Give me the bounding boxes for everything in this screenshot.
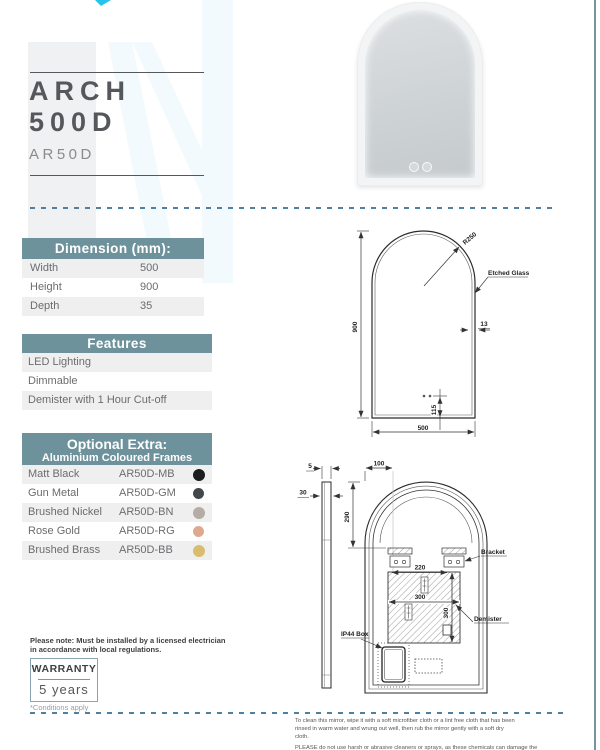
list-item	[22, 391, 212, 410]
product-title	[29, 76, 131, 138]
care-instructions	[295, 717, 573, 742]
finish-code: AR50D-BN	[119, 506, 174, 518]
install-note	[30, 636, 226, 654]
care-line2: rinsed in warm water and wrung out well, then rub the mirror gently with a soft dry	[295, 726, 504, 733]
page-right-border	[594, 0, 596, 750]
care-line3: cloth.	[295, 734, 309, 741]
finish-label: Brushed Brass	[28, 544, 101, 556]
sensor-dot-icon	[429, 395, 432, 398]
care-line1: To clean this mirror, wipe it with a soft microfiber cloth or a lint free cloth that has been	[295, 718, 515, 724]
optional-extras-header	[22, 433, 212, 465]
title-rule-bottom	[30, 175, 204, 176]
warranty-value: 5 years	[39, 682, 89, 697]
bracket-right	[442, 548, 466, 567]
dim-height: 900	[352, 321, 359, 333]
dimension-value: 500	[140, 262, 159, 274]
finish-label: Matt Black	[28, 468, 80, 480]
side-profile	[322, 482, 331, 688]
dim-pad-span: 300	[414, 594, 426, 601]
table-row	[22, 465, 212, 484]
dim-pad-width: 220	[414, 564, 426, 572]
mirror-outline	[372, 231, 475, 418]
dimension-label: Depth	[30, 300, 60, 312]
dim-depth: 30	[299, 489, 307, 497]
list-item	[22, 372, 212, 391]
finish-swatch	[193, 488, 204, 499]
warranty-title: WARRANTY	[31, 663, 97, 675]
logo-cyan-wedge-icon	[95, 0, 111, 6]
pad-callout	[405, 604, 412, 620]
junction-box	[415, 659, 442, 673]
sensor-dot-icon	[423, 395, 426, 398]
dim-glass: 5	[308, 463, 312, 470]
feature-item: LED Lighting	[28, 356, 91, 368]
table-row	[22, 278, 204, 297]
dim-sensor-offset: 115	[431, 404, 438, 416]
product-title-line1: ARCH	[29, 76, 131, 106]
dimension-value: 35	[140, 300, 153, 312]
optional-extras-title: Optional Extra:	[66, 436, 168, 452]
feature-item: Demister with 1 Hour Cut-off	[28, 394, 167, 406]
install-note-line2: in accordance with local regulations.	[30, 645, 162, 654]
etched-line	[375, 234, 472, 415]
touch-sensor-icon	[422, 162, 432, 172]
finish-label: Rose Gold	[28, 525, 80, 537]
etched-glass-label: Etched Glass	[488, 270, 530, 277]
optional-extras-subtitle: Aluminium Coloured Frames	[41, 452, 193, 464]
dim-width: 500	[417, 425, 429, 432]
pad-callout	[421, 577, 428, 593]
demister-label: Demister	[474, 616, 502, 623]
touch-sensor-icon	[409, 162, 419, 172]
dimension-value: 900	[140, 281, 159, 293]
separator-dashed-top	[30, 207, 557, 209]
front-elevation-drawing	[338, 226, 550, 444]
conditions-note: *Conditions apply	[30, 703, 89, 712]
rear-elevation-drawing	[293, 455, 593, 713]
ip44-label: IP44 Box	[341, 631, 369, 638]
install-note-line1: Please note: Must be installed by a licensed electrician	[30, 636, 226, 645]
finish-swatch	[193, 545, 205, 557]
table-row	[22, 297, 204, 316]
table-row	[22, 541, 212, 560]
dim-top-offset: 100	[373, 460, 385, 468]
features-header: Features	[22, 334, 212, 353]
finish-label: Gun Metal	[28, 487, 79, 499]
dim-bracket-drop: 290	[344, 511, 351, 523]
mirror-glass	[365, 10, 475, 178]
finish-code: AR50D-MB	[119, 468, 175, 480]
finish-code: AR50D-GM	[119, 487, 176, 499]
dim-edge: 13	[480, 321, 488, 328]
table-row	[22, 522, 212, 541]
finish-code: AR50D-BB	[119, 544, 173, 556]
bracket-left	[388, 548, 412, 567]
warranty-box	[30, 658, 98, 702]
table-row	[22, 259, 204, 278]
dim-pad-height: 300	[443, 607, 450, 619]
table-row	[22, 484, 212, 503]
product-title-line2: 500D	[29, 107, 118, 137]
ip44-box	[382, 647, 405, 682]
finish-swatch	[193, 469, 205, 481]
dimension-label: Width	[30, 262, 59, 274]
product-photo	[357, 2, 483, 186]
touch-sensors	[358, 162, 482, 172]
finish-code: AR50D-RG	[119, 525, 175, 537]
title-rule-top	[30, 72, 204, 73]
feature-item: Dimmable	[28, 375, 78, 387]
bracket-label: Bracket	[481, 549, 505, 556]
pad-cutout	[443, 625, 451, 635]
finish-swatch	[193, 526, 204, 537]
finish-label: Brushed Nickel	[28, 506, 102, 518]
dimensions-header: Dimension (mm):	[22, 238, 204, 259]
finish-swatch	[193, 507, 205, 519]
dimension-label: Height	[30, 281, 62, 293]
dim-radius: R250	[461, 231, 479, 247]
care-partial-line: PLEASE do not use harsh or abrasive cleaners or sprays, as these chemicals can damage the	[295, 745, 538, 750]
list-item	[22, 353, 212, 372]
product-code: AR50D	[29, 146, 95, 163]
table-row	[22, 503, 212, 522]
